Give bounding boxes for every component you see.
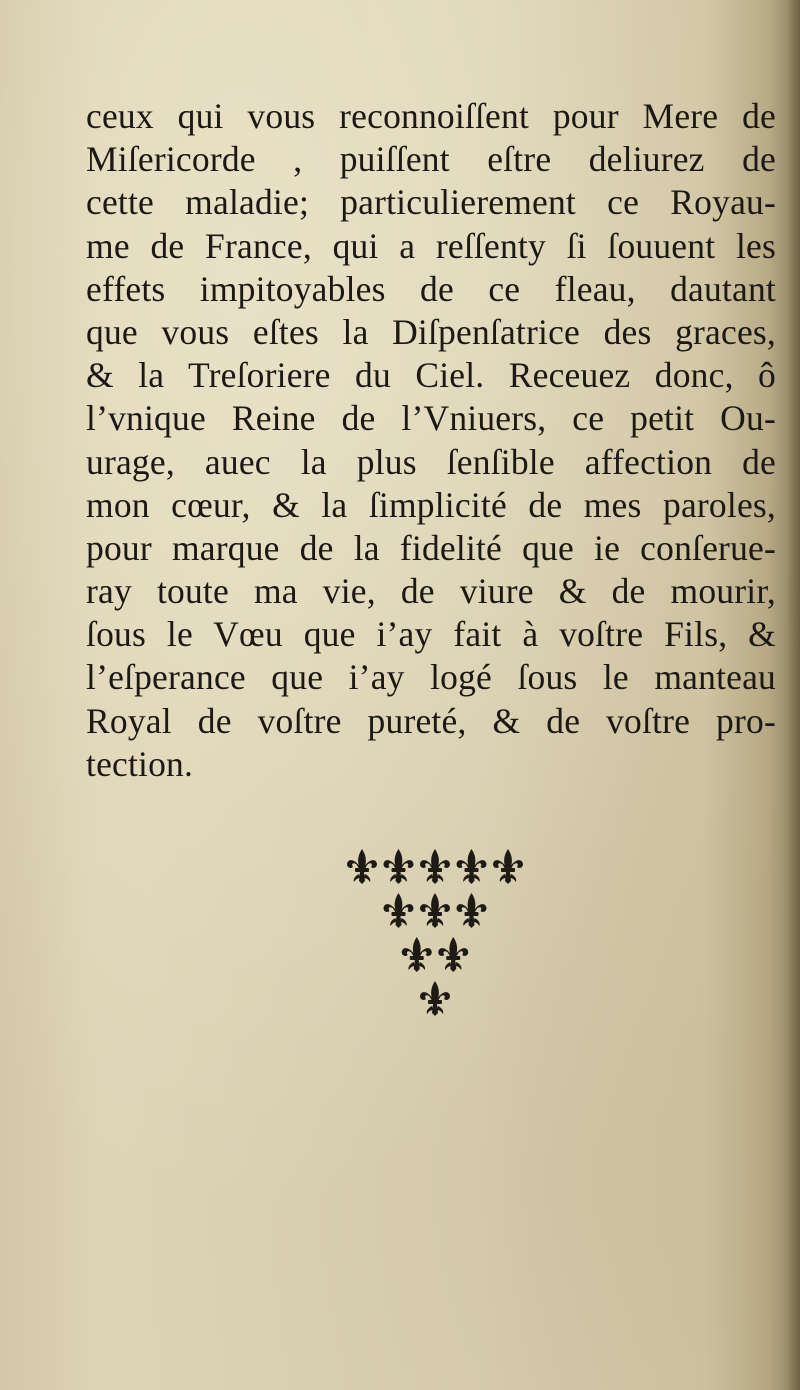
fleur-de-lis-icon (457, 849, 487, 884)
fleur-de-lis-icon (457, 893, 487, 928)
text-line: tection. (86, 743, 194, 784)
text-line: me de France, qui a reſſenty ſi ſouuent les (86, 225, 776, 266)
text-line: ſous le Vœu que i’ay fait à voſtre Fils, & (86, 614, 776, 655)
text-line: l’eſperance que i’ay logé ſous le manteau (86, 657, 776, 698)
fleur-de-lis-icon (347, 849, 377, 884)
text-line: cette maladie; particulierement ce Royau- (86, 182, 776, 223)
text-line: que vous eſtes la Diſpenſatrice des graces, (86, 311, 776, 352)
text-line: & la Treſoriere du Ciel. Receuez donc, ô (86, 355, 776, 396)
text-line: mon cœur, & la ſimplicité de mes paroles, (86, 484, 776, 525)
fleur-de-lis-icon (420, 849, 450, 884)
fleur-de-lis-icon (420, 981, 450, 1016)
fleur-de-lis-icon (384, 849, 414, 884)
text-line: ray toute ma vie, de viure & de mourir, (86, 571, 776, 612)
fleur-de-lis-icon (493, 849, 523, 884)
text-line: ceux qui vous reconnoiſſent pour Mere de (86, 96, 776, 136)
text-line: l’vnique Reine de l’Vniuers, ce petit Ou- (86, 398, 776, 439)
text-line: Miſericorde , puiſſent eſtre deliurez de (86, 139, 776, 180)
text-line: effets impitoyables de ce fleau, dautant (86, 268, 776, 309)
fleur-de-lis-icon (402, 937, 432, 972)
text-line: Royal de voſtre pureté, & de voſtre pro- (86, 700, 776, 741)
text-line: pour marque de la fidelité que ie conſerue- (86, 527, 776, 568)
text-line: urage, auec la plus ſenſible affection de (86, 441, 776, 482)
fleur-de-lis-icon (438, 937, 468, 972)
fleur-de-lis-icon (420, 893, 450, 928)
fleur-de-lis-icon (384, 893, 414, 928)
